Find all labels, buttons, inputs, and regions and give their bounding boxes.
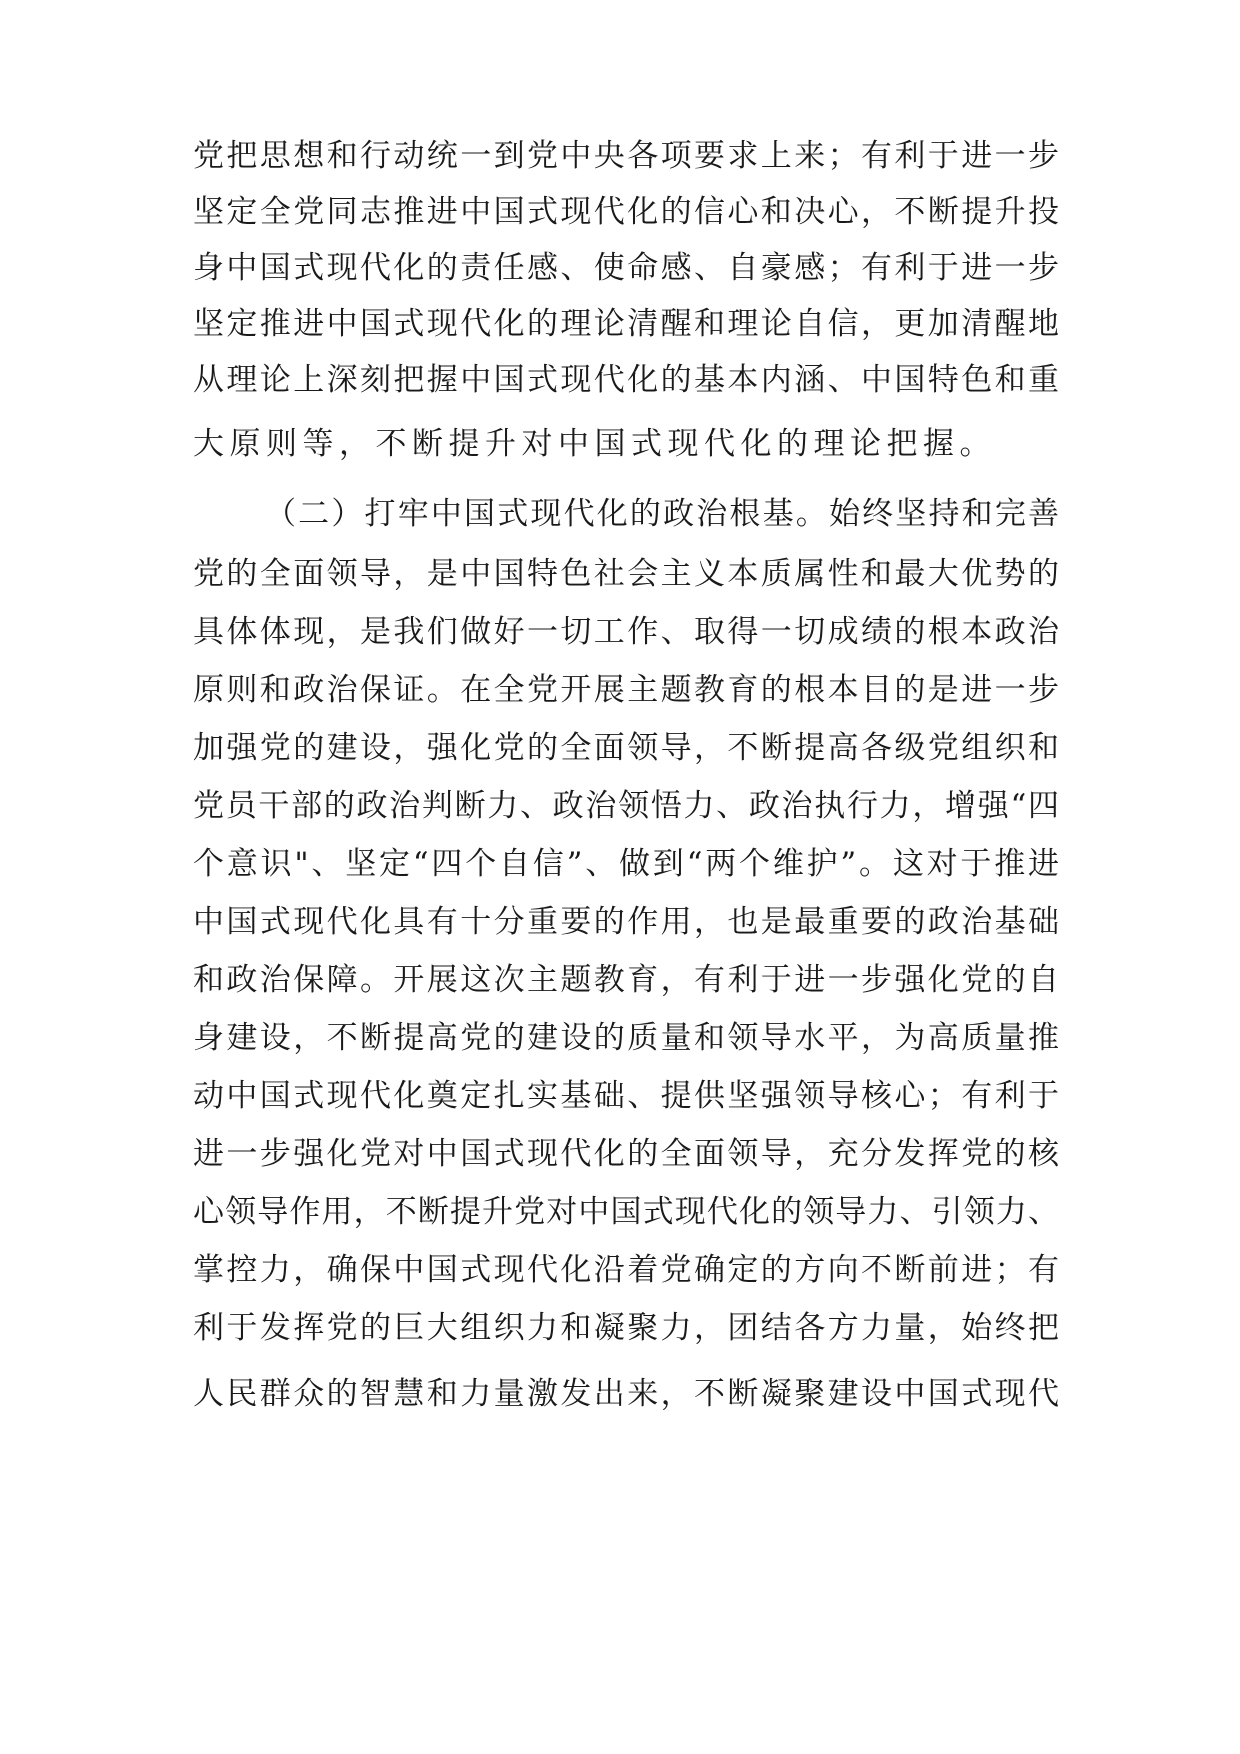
paragraph-1-line-4: 坚定推进中国式现代化的理论清醒和理论自信，更加清醒地 <box>193 306 1059 342</box>
paragraph-2-line-12: 进一步强化党对中国式现代化的全面领导，充分发挥党的核 <box>193 1136 1059 1172</box>
paragraph-1-line-6: 大原则等，不断提升对中国式现代化的理论把握。 <box>193 426 996 462</box>
paragraph-2-line-5: 加强党的建设，强化党的全面领导，不断提高各级党组织和 <box>193 730 1059 766</box>
paragraph-2-line-14: 掌控力，确保中国式现代化沿着党确定的方向不断前进；有 <box>193 1252 1059 1288</box>
paragraph-2-line-10: 身建设，不断提高党的建设的质量和领导水平，为高质量推 <box>193 1020 1059 1056</box>
paragraph-2-line-2: 党的全面领导，是中国特色社会主义本质属性和最大优势的 <box>193 556 1059 592</box>
paragraph-2-line-9: 和政治保障。开展这次主题教育，有利于进一步强化党的自 <box>193 962 1059 998</box>
paragraph-2-line-15: 利于发挥党的巨大组织力和凝聚力，团结各方力量，始终把 <box>193 1310 1059 1346</box>
paragraph-2-line-13: 心领导作用，不断提升党对中国式现代化的领导力、引领力、 <box>193 1194 1059 1230</box>
paragraph-1-line-5: 从理论上深刻把握中国式现代化的基本内涵、中国特色和重 <box>193 362 1059 398</box>
paragraph-2-line-7: 个意识"、坚定“四个自信”、做到“两个维护”。这对于推进 <box>193 846 1059 882</box>
paragraph-2-line-11: 动中国式现代化奠定扎实基础、提供坚强领导核心；有利于 <box>193 1078 1059 1114</box>
paragraph-2-line-4: 原则和政治保证。在全党开展主题教育的根本目的是进一步 <box>193 672 1059 708</box>
paragraph-1-line-2: 坚定全党同志推进中国式现代化的信心和决心，不断提升投 <box>193 194 1059 230</box>
paragraph-1-line-1: 党把思想和行动统一到党中央各项要求上来；有利于进一步 <box>193 138 1059 174</box>
paragraph-2-line-8: 中国式现代化具有十分重要的作用，也是最重要的政治基础 <box>193 904 1059 940</box>
paragraph-2-line-6: 党员干部的政治判断力、政治领悟力、政治执行力，增强“四 <box>193 788 1059 824</box>
paragraph-2-line-16: 人民群众的智慧和力量激发出来，不断凝聚建设中国式现代 <box>193 1376 1059 1412</box>
paragraph-1-line-3: 身中国式现代化的责任感、使命感、自豪感；有利于进一步 <box>193 250 1059 286</box>
paragraph-2-line-3: 具体体现，是我们做好一切工作、取得一切成绩的根本政治 <box>193 614 1059 650</box>
paragraph-2-line-1: （二）打牢中国式现代化的政治根基。始终坚持和完善 <box>265 496 1059 532</box>
